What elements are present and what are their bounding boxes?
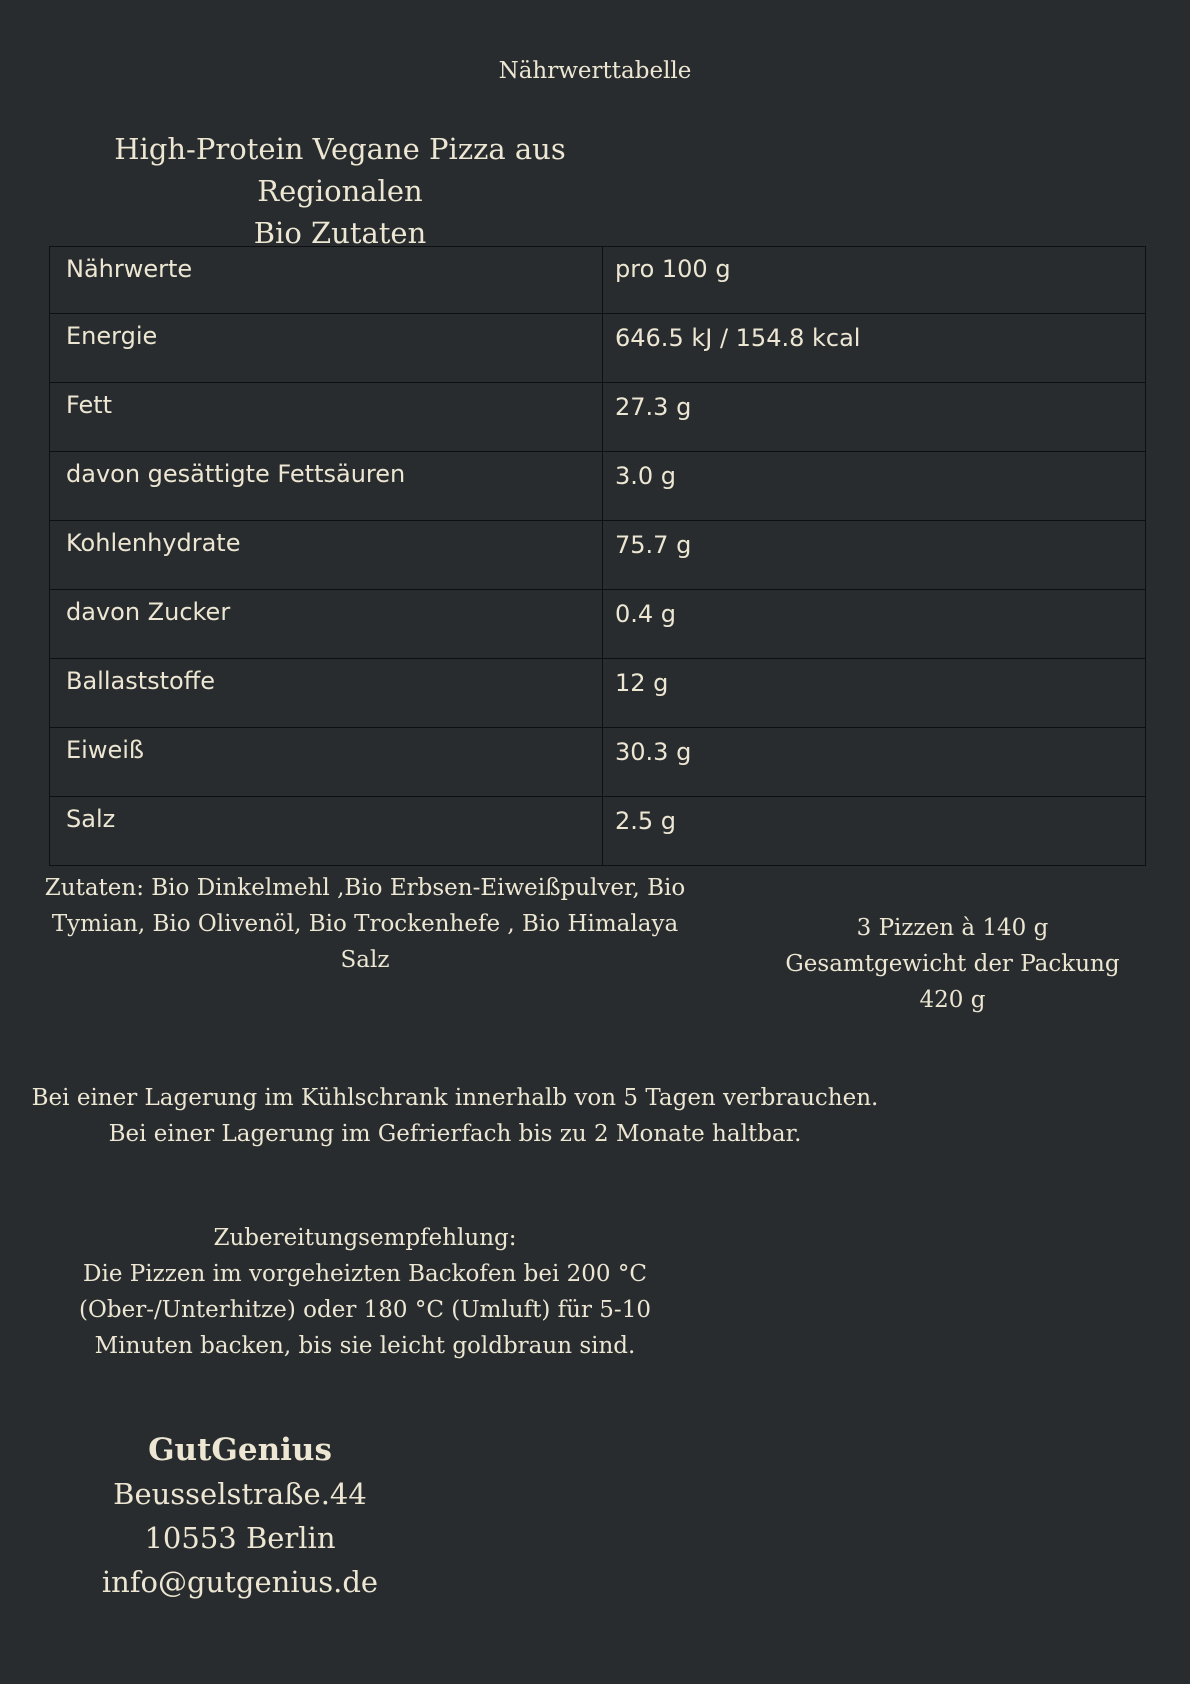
nutrient-value: 646.5 kJ / 154.8 kcal — [603, 314, 1146, 383]
nutrient-value: 27.3 g — [603, 383, 1146, 452]
nutrient-value: 12 g — [603, 659, 1146, 728]
nutrient-value: 30.3 g — [603, 728, 1146, 797]
nutrient-label: Ballaststoffe — [50, 659, 603, 728]
nutrition-table — [49, 246, 1146, 866]
table-row — [50, 728, 1146, 797]
package-info — [760, 910, 1145, 1018]
nutrient-value: 2.5 g — [603, 797, 1146, 866]
ingredients-line: Salz — [340, 947, 390, 973]
nutrient-value: 0.4 g — [603, 590, 1146, 659]
header-label-cell: Nährwerte — [50, 247, 603, 314]
storage-instructions — [20, 1080, 890, 1152]
package-line: Gesamtgewicht der Packung — [785, 951, 1120, 977]
table-row — [50, 659, 1146, 728]
table-row — [50, 383, 1146, 452]
brand-name: GutGenius — [148, 1432, 332, 1468]
ingredients-line: Zutaten: Bio Dinkelmehl ,Bio Erbsen-Eiweißpulver, Bio — [44, 875, 686, 901]
address-street: Beusselstraße.44 — [113, 1477, 367, 1511]
ingredients-line: Tymian, Bio Olivenöl, Bio Trockenhefe , Bio Himalaya — [51, 911, 679, 937]
nutrient-label: Fett — [50, 383, 603, 452]
nutrient-label: davon Zucker — [50, 590, 603, 659]
package-line: 420 g — [919, 987, 986, 1013]
nutrient-label: Eiweiß — [50, 728, 603, 797]
product-title — [30, 128, 650, 254]
table-header-row — [50, 247, 1146, 314]
nutrient-value: 3.0 g — [603, 452, 1146, 521]
table-row — [50, 590, 1146, 659]
preparation-line: Die Pizzen im vorgeheizten Backofen bei 200 °C — [83, 1261, 647, 1287]
table-row — [50, 797, 1146, 866]
company-address — [90, 1428, 390, 1604]
nutrient-label: davon gesättigte Fettsäuren — [50, 452, 603, 521]
table-row — [50, 314, 1146, 383]
ingredients-text — [35, 870, 695, 978]
storage-line: Bei einer Lagerung im Kühlschrank innerhalb von 5 Tagen verbrauchen. — [31, 1085, 879, 1111]
page-title: Nährwerttabelle — [498, 58, 692, 84]
nutrient-label: Energie — [50, 314, 603, 383]
product-title-line-1: High-Protein Vegane Pizza aus Regionalen — [114, 132, 566, 208]
nutrient-label: Salz — [50, 797, 603, 866]
preparation-line: (Ober-/Unterhitze) oder 180 °C (Umluft) für 5-10 — [79, 1297, 651, 1323]
table-row — [50, 452, 1146, 521]
storage-line: Bei einer Lagerung im Gefrierfach bis zu 2 Monate haltbar. — [108, 1121, 802, 1147]
preparation-heading: Zubereitungsempfehlung: — [213, 1225, 517, 1251]
address-email: info@gutgenius.de — [101, 1565, 379, 1599]
nutrient-value: 75.7 g — [603, 521, 1146, 590]
preparation-line: Minuten backen, bis sie leicht goldbraun sind. — [94, 1333, 636, 1359]
preparation-instructions — [60, 1220, 670, 1364]
package-line: 3 Pizzen à 140 g — [856, 915, 1049, 941]
nutrient-label: Kohlenhydrate — [50, 521, 603, 590]
address-city: 10553 Berlin — [144, 1521, 336, 1555]
header-value-cell: pro 100 g — [603, 247, 1146, 314]
table-row — [50, 521, 1146, 590]
product-title-line-2: Bio Zutaten — [253, 216, 427, 250]
